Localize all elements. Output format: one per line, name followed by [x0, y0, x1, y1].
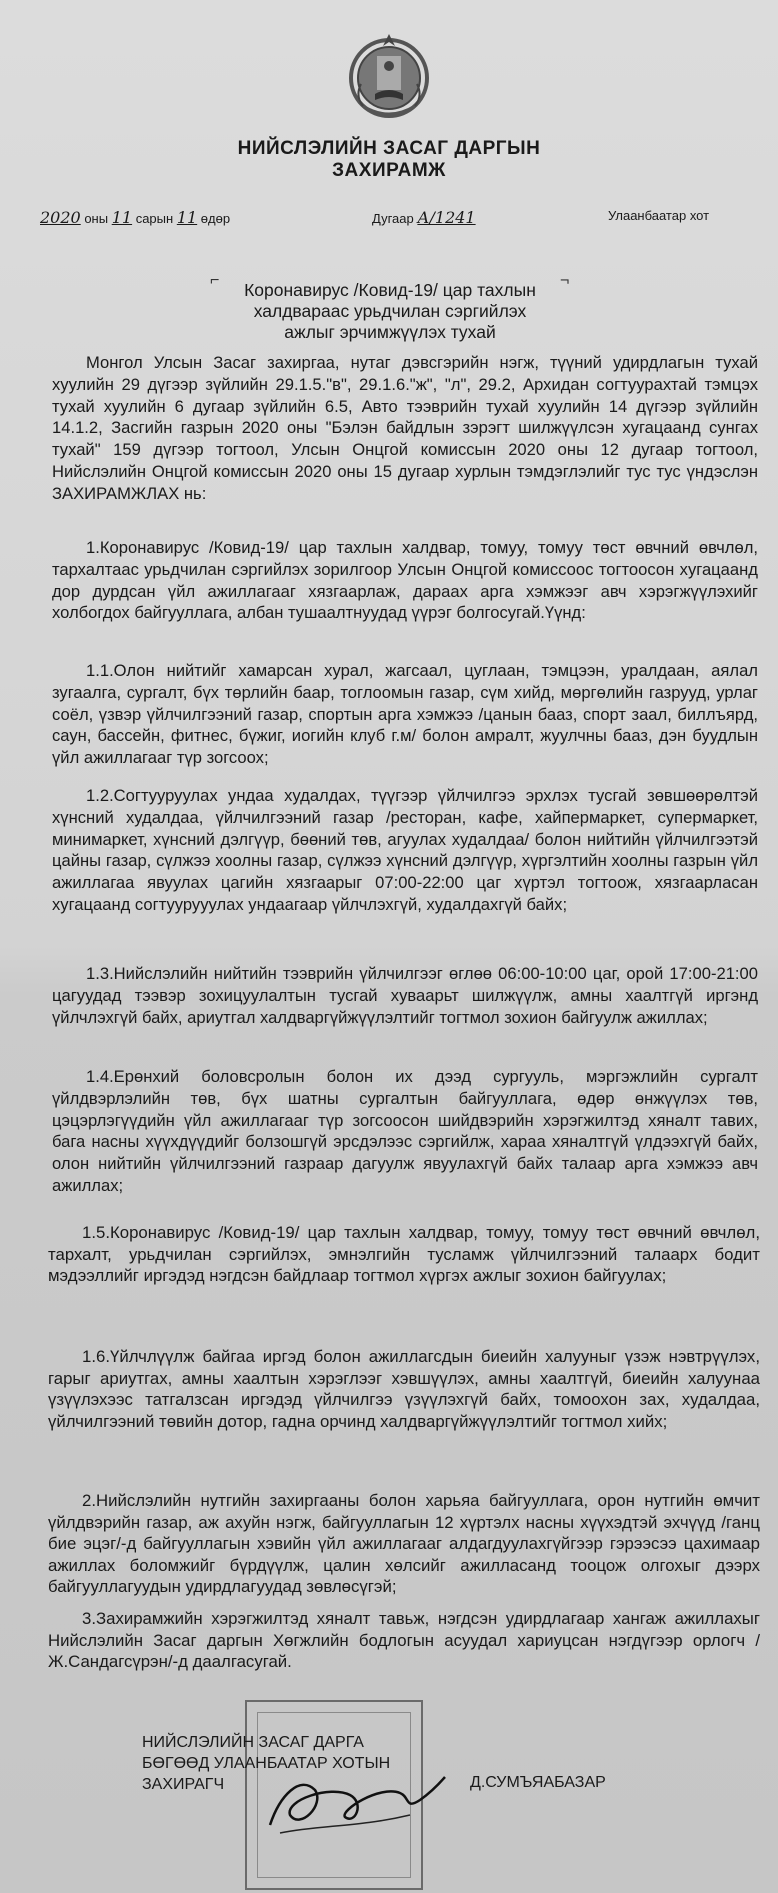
signer-name: Д.СУМЪЯАБАЗАР — [470, 1774, 606, 1791]
paragraph-preamble: Монгол Улсын Засаг захиргаа, нутаг дэвсгэрийн нэгж, түүний удирдлагын тухай хуулийн 29 дүгээр зүйлийн 29.1.5."в", 29.1.6."ж", "л", 29.2, Архидан согтуурахтай тэмцэх тухай хуулийн 6 дугаар зүйлийн 6.5, Авто тээврийн тухай хуулийн 14 дүгээр зүйлийн 14.1.2, Засгийн газрын 2020 оны "Бэлэн байдлын зэрэгт шилжүүлсэн хугацаанд сунгах тухай" 159 дүгээр тогтоол, Улсын Онцгой комиссын 2020 оны 12 дугаар тогтоол, Нийслэлийн Онцгой комиссын 2020 оны 15 дугаар хурлын тэмдэглэлийг тус тус үндэслэн ЗАХИРАМЖЛАХ нь: — [52, 353, 758, 503]
handwritten-signature — [260, 1755, 450, 1845]
paragraph-1: 1.Коронавирус /Ковид-19/ цар тахлын халдвар, томуу, томуу төст өвчний өвчлөл, тархалтаас урьдчилан сэргийлэх зорилгоор Улсын Онцгой комиссоос тогтоосон хугацаанд дор дурдсан үйл ажиллагааг хязгаарлаж, дараах арга хэмжээг авч хэрэгжүүлэхийг холбогдох байгууллага, албан тушаалтнуудад үүрэг болгосугай.Үүнд: — [52, 538, 758, 623]
document-number: А/1241 — [417, 208, 476, 227]
paragraph-1-4: 1.4.Ерөнхий боловсролын болон их дээд сургууль, мэргэжлийн сургалт үйлдвэрлэлийн төв, бүх шатны сургалтын байгууллага, өдөр өнжүүлэх төв, цэцэрлэгүүдийн үйл ажиллагааг түр зогсоосон шийдвэрийн хэрэгжилтэд хяналт тавих, бага насны хүүхдүүдийг болзошгүй эрсдэлээс сэргийлж, хараа хяналтгүй үлдээхгүй байх, олон нийтийн үйлчилгээний газраар дагуулж явуулахгүй байх талаар арга хэмжээ авч ажиллах; — [52, 1067, 758, 1195]
city-label: Улаанбаатар хот — [608, 208, 710, 223]
paragraph-2: 2.Нийслэлийн нутгийн захиргааны болон харьяа байгууллага, орон нутгийн өмчит үйлдвэрийн газар, аж ахуйн нэгж, байгууллагын 12 хүртэлх насны хүүхэдтэй эхчүүд /ганц бие эцэг/-д байгууллагын хэвийн үйл ажиллагааг алдагдуулахгүйгээр гэрээсээ цахимаар ажиллах боломжийг бүрдүүлж, цалин хөлсийг ажилласанд тооцож олгохыг дээрх байгууллагуудын удирдлагуудад зөвлөсүгэй; — [48, 1491, 760, 1597]
month-value: 11 — [111, 208, 133, 227]
paragraph-1-3: 1.3.Нийслэлийн нийтийн тээврийн үйлчилгээг өглөө 06:00-10:00 цаг, орой 17:00-21:00 цагуудад тээвэр зохицуулалтын тусгай хуваарьт шилжүүлж, амны хаалтгүй иргэнд үйлчлэхгүй байх, ариутгал халдваргүйжүүлэлтийг тогтмол зохион байгуулж ажиллах; — [52, 964, 758, 1027]
issuer-title: НИЙСЛЭЛИЙН ЗАСАГ ДАРГЫН — [237, 138, 541, 159]
paragraph-1-5: 1.5.Коронавирус /Ковид-19/ цар тахлын халдвар, томуу, томуу төст өвчний өвчлөл, тархалт, урьдчилан сэргийлэх, эмнэлгийн тусламж үйлчилгээний талаарх бодит мэдээллийг иргэдэд нэгдсэн байдлаар тогтмол хүргэх ажлыг зохион байгуулах; — [48, 1223, 760, 1286]
document-type: ЗАХИРАМЖ — [332, 160, 446, 181]
bracket-left: ⌐ — [210, 272, 220, 289]
state-emblem-icon — [347, 30, 431, 124]
subject-title: Коронавирус /Ковид-19/ цар тахлын халдвараас урьдчилан сэргийлэх ажлыг эрчимжүүлэх тухай — [244, 280, 536, 342]
day-value: 11 — [176, 208, 198, 227]
paragraph-1-2: 1.2.Согтууруулах ундаа худалдах, түүгээр үйлчилгээ эрхлэх тусгай зөвшөөрөлтэй хүнсний худалдаа, үйлчилгээний газар /ресторан, кафе, хайпермаркет, супермаркет, минимаркет, хүнсний дэлгүүр, бөөний төв, агуулах худалдаа/ болон нийтийн үйлчилгээтэй цайны газар, сүлжээ хоолны газар, сүлжээ хүнсний дэлгүүр, хүргэлтийн хоолны газрын үйл ажиллагаа явуулах цагийн хязгаарыг 07:00-22:00 цаг хүртэл тогтоож, хязгаарласан хугацаанд согтуурууулах ундаагаар үйлчлэхгүй, худалдахгүй байх; — [52, 786, 758, 914]
bracket-right: ¬ — [560, 272, 570, 289]
paragraph-1-1: 1.1.Олон нийтийг хамарсан хурал, жагсаал, цуглаан, тэмцээн, уралдаан, аялал зугаалга, сургалт, бүх төрлийн баар, тоглоомын газар, сүм хийд, мөргөлийн газрууд, урлаг соёл, үзвэр үйлчилгээний газар, спортын арга хэмжээ /цанын бааз, спорт заал, биллъярд, саун, бассейн, фитнес, бүжиг, иогийн клуб г.м/ болон амралт, жуулчны бааз, дэн буудлын үйл ажиллагааг түр зогсоох; — [52, 661, 758, 768]
signatory-title: НИЙСЛЭЛИЙН ЗАСАГ ДАРГА БӨГӨӨД УЛААНБААТАР ХОТЫН ЗАХИРАГЧ — [142, 1734, 391, 1793]
paragraph-3: 3.Захирамжийн хэрэгжилтэд хяналт тавьж, нэгдсэн удирдлагаар хангаж ажиллахыг Нийслэлийн Засаг даргын Хөгжлийн бодлогын асуудал хариуцсан нэгдүгээр орлогч /Ж.Сандагсүрэн/-д даалгасугай. — [48, 1609, 760, 1672]
number-line: Дугаар А/1241 — [372, 208, 476, 227]
date-line: 2020 оны 11 сарын 11 өдөр — [40, 208, 231, 227]
year-value: 2020 — [40, 208, 81, 227]
paragraph-1-6: 1.6.Үйлчлүүлж байгаа иргэд болон ажиллагсдын биеийн халууныг үзэж нэвтрүүлэх, гарыг ариутгах, амны хаалтын хэрэглээг хэвшүүлэх, амны хаалтгүй, биеийн халуунаа үзүүлэхээс татгалзсан иргэдэд үйлчилгээ үзүүлэхгүй байх, томоохон зах, худалдаа, үйлчилгээний төвийн дотор, гадна орчинд халдваргүйжүүлэлтийг тогтмол хийх; — [48, 1347, 760, 1431]
